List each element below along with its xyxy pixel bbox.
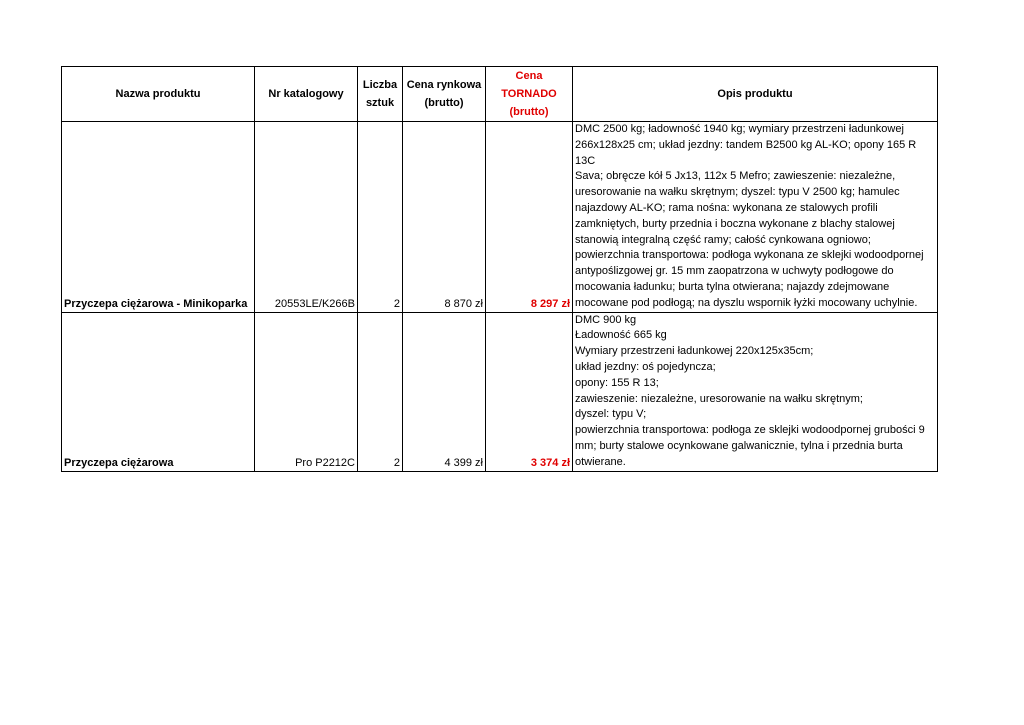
product-name: Przyczepa ciężarowa - Minikoparka: [62, 122, 255, 313]
description-line: opony: 155 R 13;: [575, 376, 659, 389]
description-line: stanowią integralną część ramy; całość cynkowana ogniowo;: [575, 233, 871, 246]
description-line: powierzchnia transportowa: podłoga ze sklejki wodoodpornej grubości 9: [575, 424, 925, 437]
description-line: najazdowy AL-KO; rama nośna: wykonana ze stalowych profili: [575, 201, 878, 214]
product-description: [573, 312, 938, 471]
tornado-price: 8 297 zł: [486, 122, 573, 313]
header-catalog: Nr katalogowy: [255, 67, 358, 122]
header-market-price: Cena rynkowa (brutto): [403, 67, 486, 122]
quantity: 2: [358, 122, 403, 313]
description-line: mocowania ładunku; burta tylna otwierana; najazdy zdejmowane: [575, 280, 890, 293]
product-name: Przyczepa ciężarowa: [62, 312, 255, 471]
tornado-price: 3 374 zł: [486, 312, 573, 471]
description-line: mm; burty stalowe ocynkowane galwanicznie, tylna i przednia burta: [575, 439, 903, 452]
table-row: [62, 122, 938, 313]
description-line: DMC 2500 kg; ładowność 1940 kg; wymiary przestrzeni ładunkowej: [575, 123, 904, 135]
description-line: uresorowanie na wałku skrętnym; dyszel: typu V 2500 kg; hamulec: [575, 186, 900, 199]
market-price: 8 870 zł: [403, 122, 486, 313]
product-table: [61, 66, 938, 472]
description-line: Wymiary przestrzeni ładunkowej 220x125x35cm;: [575, 345, 814, 358]
description-line: zamkniętych, burty przednia i boczna wykonane z blachy stalowej: [575, 217, 895, 230]
header-qty: Liczba sztuk: [358, 67, 403, 122]
description-line: 266x128x25 cm; układ jezdny: tandem B2500 kg AL-KO; opony 165 R 13C: [575, 138, 917, 167]
description-line: zawieszenie: niezależne, uresorowanie na wałku skrętnym;: [575, 392, 863, 405]
catalog-number: Pro P2212C: [255, 312, 358, 471]
description-line: Sava; obręcze kół 5 Jx13, 112x 5 Mefro; zawieszenie: niezależne,: [575, 170, 896, 183]
description-line: układ jezdny: oś pojedyncza;: [575, 360, 716, 373]
header-name: Nazwa produktu: [62, 67, 255, 122]
description-line: dyszel: typu V;: [575, 408, 647, 421]
quantity: 2: [358, 312, 403, 471]
description-line: mocowane pod podłogą; na dyszlu wspornik łyżki mocowany uchylnie.: [575, 296, 918, 309]
header-description: Opis produktu: [573, 67, 938, 122]
description-line: powierzchnia transportowa: podłoga wykonana ze sklejki wodoodpornej: [575, 249, 924, 262]
table-row: [62, 312, 938, 471]
description-line: antypoślizgowej gr. 15 mm zaopatrzona w uchwyty podłogowe do: [575, 265, 894, 278]
header-row: [62, 67, 938, 122]
header-tornado-price: Cena TORNADO (brutto): [486, 67, 573, 122]
description-line: Ładowność 665 kg: [575, 329, 667, 342]
product-description: [573, 122, 938, 313]
description-line: otwierane.: [575, 455, 626, 468]
catalog-number: 20553LE/K266B: [255, 122, 358, 313]
description-line: DMC 900 kg: [575, 313, 637, 326]
market-price: 4 399 zł: [403, 312, 486, 471]
